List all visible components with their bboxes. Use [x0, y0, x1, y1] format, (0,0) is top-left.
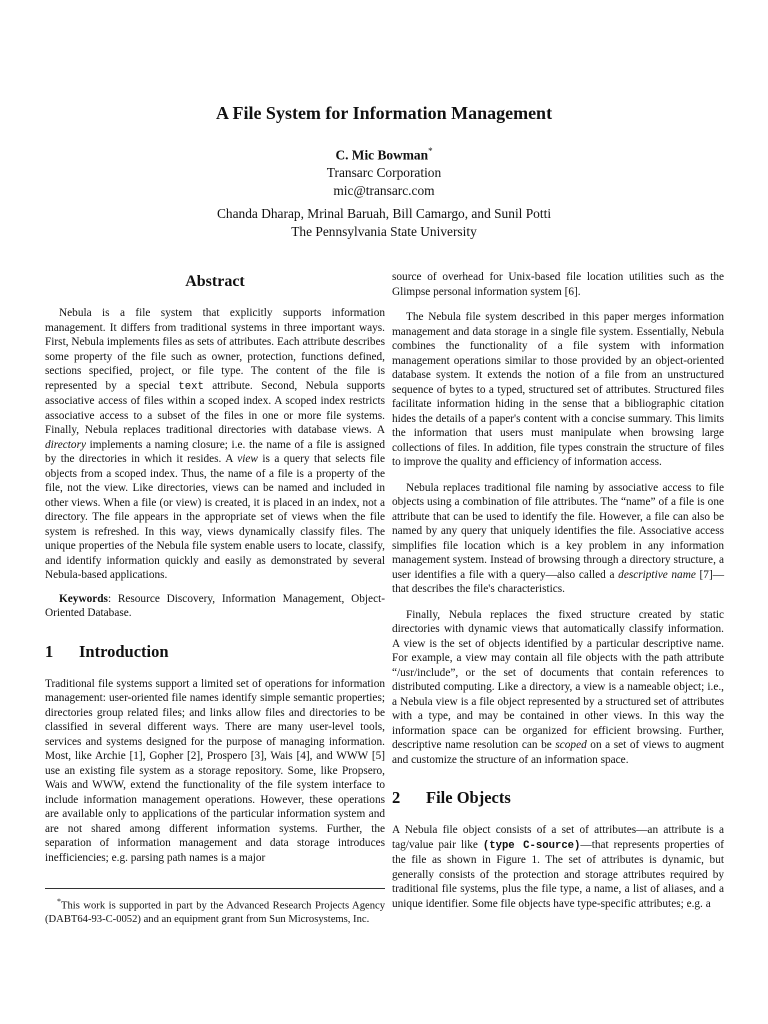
author-name: C. Mic Bowman [335, 147, 429, 163]
body-paragraph: source of overhead for Unix-based file location utilities such as the Glimpse personal information system [6]. [392, 271, 724, 298]
right-column [392, 270, 724, 911]
left-column [45, 270, 385, 865]
section-heading-file-objects: 2 File Objects [392, 788, 511, 807]
emphasis-view: view [237, 453, 258, 465]
keywords-label: Keywords [59, 592, 108, 605]
introduction-paragraph: Traditional file systems support a limited set of operations for information management: user-oriented file names identify simple semantic properties; directories group related files; and links allow files and directories to be classified in several different ways. There are many user-level tools, services and systems designed for the purpose of managing information. Most, like Archie [1], Gopher [2], Prospero [3], Wais [4], and WWW [5] use an existing file system as a storage repository. Some, like Propsero, Wais and WWW, extend the functionality of the file system interface to include information management operations. However, these operations are available only to applications of the particular information system and are not shared among different information systems. Further, the separation of information management and data storage introduces inefficiencies; e.g. parsing path names is a major [45, 677, 385, 864]
primary-author [0, 142, 768, 164]
body-paragraph: Finally, Nebula replaces the fixed structure created by static directories with dynamic views that automatically classify information. A view is the set of objects identified by a particular descriptive name. For example, a view may contain all file objects with the path attribute “/usr/include”, or the set of documents that contain references to distributed computing. Like a directory, a view is a nameable object; i.e., a Nebula view is a file object represented by a structured set of attributes with a type, and may be contained in other views. In this way the information space can be organized for efficient browsing. Further, descriptive name resolution can be scoped on a set of views to augment and customize the structure of an information space. [392, 608, 724, 766]
keywords: Keywords: Resource Discovery, Information Management, Object-Oriented Database. [45, 592, 385, 619]
primary-email: mic@transarc.com [333, 183, 435, 199]
file-objects-paragraph: A Nebula file object consists of a set of attributes—an attribute is a tag/value pair like (type C-source)—that represents properties of the file as shown in Figure 1. The set of attributes is dynamic, but generally consists of the protection and storage attributes required by traditional file systems, plus the file type, a name, a list of aliases, and a unique identifier. Some file objects have type-specific attributes; e.g. a [392, 824, 724, 910]
inline-code: text [178, 380, 204, 393]
emphasis-directory: directory [45, 438, 86, 451]
primary-organization: Transarc Corporation [326, 165, 442, 181]
inline-code: (type C-source) [482, 839, 581, 852]
emphasis-descriptive-name: descriptive name [618, 568, 696, 581]
emphasis-scoped: scoped [555, 739, 587, 751]
secondary-authors: Chanda Dharap, Mrinal Baruah, Bill Camargo, and Sunil Potti [216, 206, 552, 221]
secondary-author-block [0, 205, 768, 241]
abstract-paragraph: Nebula is a file system that explicitly supports information management. It differs from traditional systems in three important ways. First, Nebula implements files as sets of attributes. Each attribute describes some property of the file such as owner, protection, functions defined, sections specified, project, or file type. The content of the file is represented by a special text attribute. Second, Nebula supports associative access of files within a scoped index. A scoped index restricts associative access to a subset of the files in one or more file systems. Finally, Nebula replaces traditional directories with database views. A directory implements a naming closure; i.e. the name of a file is assigned by the directories in which it resides. A view is a query that selects file objects from a scoped index. Thus, the name of a file is a property of the file, not the view. Like directories, views can be named and included in other views. When a file (or view) is created, it is placed in an index, not a directory. The file appears in the appropriate set of views when the file system is refreshed. In this way, views dynamically classify files. The unique properties of the Nebula file system enable users to locate, classify, and identify information quickly and easily as demonstrated by several Nebula-based applications. [45, 307, 385, 581]
footnote [45, 888, 385, 926]
footnote-text: *This work is supported in part by the Advanced Research Projects Agency (DABT64-93-C-0052) and an equipment grant from Sun Microsystems, Inc. [45, 897, 385, 925]
primary-author-block [0, 142, 768, 200]
footnote-mark: * [428, 146, 433, 156]
secondary-organization: The Pennsylvania State University [291, 224, 477, 239]
body-paragraph: Nebula replaces traditional file naming by associative access to file objects using a combination of file attributes. The “name” of a file is one attribute that can be used to identify the file. However, a file can also be named by any query that uniquely identifies the file. Associative access simplifies file location which is a key problem in any information management system. Instead of browsing through a directory structure, a user identifies a file with a query—also called a descriptive name [7]—that describes the file's characteristics. [392, 481, 725, 595]
body-paragraph: The Nebula file system described in this paper merges information management and data storage in a single file system. Essentially, Nebula combines the functionality of a file system with information management operations similar to those provided by an object-oriented database system. It extends the notion of a file from an unstructured sequence of bytes to a typed, structured set of attributes. Structured files facilitate information hiding in the sense that a bibliographic citation hides the details of a paper's content with a concise summary. This limits the information that users must manipulate when browsing large collections of files. In addition, file types constrain the structure of files to improve the quality and efficiency of information access. [392, 311, 724, 468]
paper-title: A File System for Information Management [215, 103, 553, 123]
section-heading-introduction: 1 Introduction [45, 641, 169, 661]
abstract-heading: Abstract [185, 273, 245, 290]
